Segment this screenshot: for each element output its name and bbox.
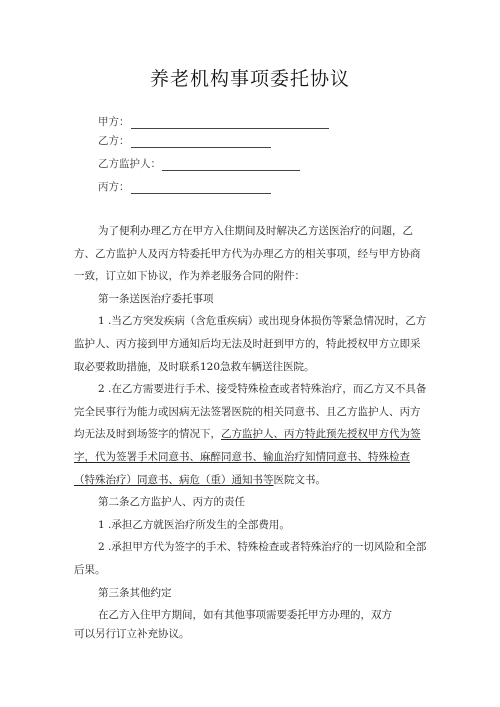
article-1-item-1: 1 .当乙方突发疾病（含危重疾病）或出现身体损伤等紧急情况时，乙方监护人、丙方接到甲方通知后均无法及时赶到甲方的，特此授权甲方立即采取必要救助措施，及时联系120急救车辆送往医院。 [74, 315, 427, 373]
document-title: 养老机构事项委托协议 [149, 68, 350, 90]
party-b-guardian-label: 乙方监护人： [98, 158, 161, 170]
party-a-label: 甲方： [98, 116, 130, 128]
article-3-line-2: 可以另行订立补充协议。 [74, 627, 190, 640]
article-3-line-1: 在乙方入住甲方期间，如有其他事项需要委托甲方办理的，双方 [98, 609, 392, 622]
article-1-item-2-tail: 医院文书。 [273, 473, 326, 486]
party-a-blank [131, 117, 329, 129]
article-2-item-2: 2 .承担甲方代为签字的手术、特殊检查或者特殊治疗的一切风险和全部后果。 [74, 541, 427, 576]
party-b-blank [131, 136, 271, 148]
party-b-guardian-blank [162, 159, 300, 171]
party-c-blank [131, 182, 271, 194]
article-2-heading: 第二条乙方监护人、丙方的责任 [98, 496, 245, 509]
article-1-heading: 第一条送医治疗委托事项 [98, 292, 214, 305]
article-1-item-2-underlined: 乙方监护人、丙方特此预先授权甲方代为签字，代为签署手术同意书、麻醉同意书、输血治疗知情同意书、特殊检查（特殊治疗）同意书、病危（重）通知书等 [74, 428, 421, 486]
party-c-field [98, 179, 271, 194]
article-1-item-2-text: 2 .在乙方需要进行手术、接受特殊检查或者特殊治疗，而乙方又不具备完全民事行为能力或因病无法签署医院的相关同意书、且乙方监护人、丙方均无法及时到场签字的情况下， [74, 383, 427, 441]
party-b-field [98, 133, 271, 148]
party-c-label: 丙方： [98, 181, 130, 193]
agreement-body [74, 220, 430, 641]
party-b-guardian-field [98, 156, 300, 171]
party-b-label: 乙方： [98, 135, 130, 147]
party-a-field [98, 114, 329, 129]
article-3-heading: 第三条其他约定 [98, 586, 172, 599]
article-2-item-1: 1 .承担乙方就医治疗所发生的全部费用。 [98, 518, 290, 531]
article-1-item-2 [74, 378, 430, 491]
intro-paragraph: 为了便利办理乙方在甲方入住期间及时解决乙方送医治疗的问题，乙方、乙方监护人及丙方特委托甲方代为办理乙方的相关事项，经与甲方协商一致，订立如下协议，作为养老服务合同的附件： [74, 225, 421, 283]
